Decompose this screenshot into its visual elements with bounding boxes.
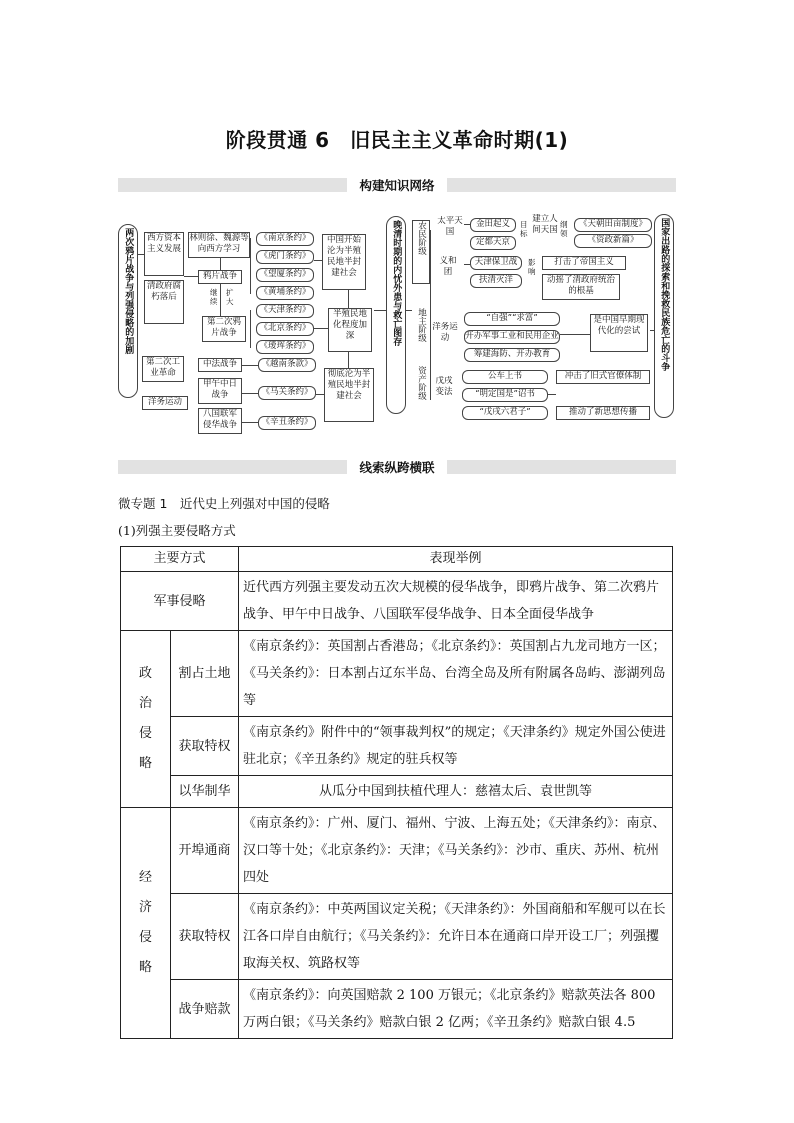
impact-box: 推动了新思想传播 xyxy=(556,406,650,420)
subsection-heading: (1)列强主要侵略方式 xyxy=(118,523,236,538)
table-header-cell: 表现举例 xyxy=(239,547,673,572)
section-band xyxy=(118,460,676,474)
event-box: 天津保卫战 xyxy=(470,256,522,270)
row-text: 《南京条约》：广州、厦门、福州、宁波、上海五处；《天津条约》：南京、汉口等十处；《北京条约》：天津；《马关条约》：沙市、重庆、苏州、杭州四处 xyxy=(239,808,673,894)
row-label: 战争赔款 xyxy=(171,980,239,1039)
war-box: 第二次鸦片战争 xyxy=(202,316,246,342)
industrial-revolution-box: 第二次工业革命 xyxy=(142,356,184,382)
treaty-box: 《天津条约》 xyxy=(256,304,314,318)
class-label: 农民阶级 xyxy=(416,221,427,255)
impact-box: 打击了帝国主义 xyxy=(542,256,626,270)
row-label: 获取特权 xyxy=(171,717,239,776)
treaty-box: 《马关条约》 xyxy=(258,386,316,400)
yangwu-box: 洋务运动 xyxy=(142,396,188,410)
treaty-box: 《北京条约》 xyxy=(256,322,314,336)
cause-box: 西方资本主义发展 xyxy=(144,232,184,276)
class-box xyxy=(412,220,430,284)
treaty-box: 《黄埔条约》 xyxy=(256,286,314,300)
goal-label: 目标 xyxy=(520,220,528,238)
expand-label: 扩大 xyxy=(226,288,234,306)
impact-box: 动摇了清政府统治的根基 xyxy=(542,274,620,300)
row-text: 从瓜分中国到扶植代理人：慈禧太后、袁世凯等 xyxy=(239,776,673,808)
event-box: “明定国是”诏书 xyxy=(462,388,548,402)
table-row xyxy=(121,717,673,776)
event-box: “自强”“求富” xyxy=(464,312,560,326)
event-box: 金田起义 xyxy=(470,218,516,232)
row-text: 近代西方列强主要发动五次大规模的侵华战争，即鸦片战争、第二次鸦片战争、甲午中日战争、八国联军侵华战争、日本全面侵华战争 xyxy=(239,572,673,631)
table-header-cell: 主要方式 xyxy=(121,547,239,572)
guide-label: 纲领 xyxy=(560,220,568,238)
table-row xyxy=(121,808,673,894)
event-box: 开办军事工业和民用企业 xyxy=(464,330,560,344)
treaty-box: 《瑷珲条约》 xyxy=(256,340,314,354)
event-box: “戊戌六君子” xyxy=(462,406,548,420)
result-box: 半殖民地化程度加深 xyxy=(328,308,372,352)
table-row xyxy=(121,572,673,631)
event-box: 筹建海防、开办教育 xyxy=(464,348,560,362)
map-right-title-text: 国家出路的探索和挽救民族危亡的斗争 xyxy=(659,218,670,371)
movement-label: 太平天国 xyxy=(436,216,464,244)
treaty-box: 《越南条款》 xyxy=(258,358,316,372)
map-left-title-text: 两次鸦片战争与列强侵略的加剧 xyxy=(123,228,134,354)
program-box: 《天朝田亩制度》 xyxy=(574,218,652,232)
war-box: 中法战争 xyxy=(198,358,242,372)
war-box: 鸦片战争 xyxy=(198,270,242,284)
ideal-text: 建立人间天国 xyxy=(532,214,558,252)
impact-box: 是中国早期现代化的尝试 xyxy=(590,314,648,352)
result-box: 中国开始沦为半殖民地半封建社会 xyxy=(322,234,366,290)
cause-box: 清政府腐朽落后 xyxy=(144,280,184,324)
class-label: 地主阶级 xyxy=(416,308,427,342)
table-row xyxy=(121,776,673,808)
class-box xyxy=(412,366,430,410)
influence-label: 影响 xyxy=(528,258,536,276)
row-label: 开埠通商 xyxy=(171,808,239,894)
result-box: 彻底沦为半殖民地半封建社会 xyxy=(324,368,374,422)
band-title: 线索纵跨横联 xyxy=(347,460,446,475)
treaty-box: 《虎门条约》 xyxy=(256,250,314,264)
map-left-title xyxy=(118,224,138,398)
row-label: 以华制华 xyxy=(171,776,239,808)
war-box: 甲午中日战争 xyxy=(198,378,242,404)
page-title: 阶段贯通 6 旧民主主义革命时期(1) xyxy=(225,128,569,152)
treaty-box: 《望厦条约》 xyxy=(256,268,314,282)
table-row xyxy=(121,894,673,980)
row-label: 军事侵略 xyxy=(121,572,239,631)
movement-label: 义和团 xyxy=(436,256,460,284)
response-box: 林则徐、魏源等向西方学习 xyxy=(188,232,250,258)
row-text: 《南京条约》：英国割占香港岛；《北京条约》：英国割占九龙司地方一区；《马关条约》：日本割占辽东半岛、台湾全岛及所有附属各岛屿、澎湖列岛等 xyxy=(239,631,673,717)
impact-box: 冲击了旧式官僚体制 xyxy=(556,370,650,384)
row-label: 割占土地 xyxy=(171,631,239,717)
category-label: 政治侵略 xyxy=(121,631,171,808)
row-text: 《南京条约》：中英两国议定关税；《天津条约》：外国商船和军舰可以在长江各口岸自由航行；《马关条约》：允许日本在通商口岸开设工厂；列强攫取海关权、筑路权等 xyxy=(239,894,673,980)
program-box: 《资政新篇》 xyxy=(574,234,652,248)
war-box: 八国联军侵华战争 xyxy=(198,408,242,434)
row-label: 获取特权 xyxy=(171,894,239,980)
section-heading: 微专题 1 近代史上列强对中国的侵略 xyxy=(118,496,330,511)
inherit-label: 继续 xyxy=(210,288,218,306)
table-row xyxy=(121,980,673,1039)
row-text: 《南京条约》附件中的“领事裁判权”的规定；《天津条约》规定外国公使进驻北京；《辛丑条约》规定的驻兵权等 xyxy=(239,717,673,776)
table-header-row xyxy=(121,547,673,572)
row-text: 《南京条约》：向英国赔款 2 100 万银元；《北京条约》赔款英法各 800 万两白银；《马关条约》赔款白银 2 亿两；《辛丑条约》赔款白银 4.5 xyxy=(239,980,673,1039)
movement-label: 戊戌变法 xyxy=(432,376,456,402)
event-box: 扶清灭洋 xyxy=(470,274,522,288)
event-box: 定都天京 xyxy=(470,236,516,250)
table-row xyxy=(121,631,673,717)
treaty-box: 《辛丑条约》 xyxy=(258,416,316,430)
map-center-title-text: 晚清时期的内忧外患与救亡图存 xyxy=(391,220,402,346)
knowledge-map xyxy=(118,210,676,432)
band-title: 构建知识网络 xyxy=(347,178,446,193)
section-band xyxy=(118,178,676,192)
event-box: 公车上书 xyxy=(462,370,548,384)
treaty-box: 《南京条约》 xyxy=(256,232,314,246)
class-box xyxy=(412,308,430,352)
map-right-title xyxy=(654,214,674,418)
invasion-table xyxy=(120,546,673,1039)
category-label: 经济侵略 xyxy=(121,808,171,1039)
movement-label: 洋务运动 xyxy=(432,322,458,348)
class-label: 资产阶级 xyxy=(416,366,427,400)
map-center-title xyxy=(386,216,406,414)
